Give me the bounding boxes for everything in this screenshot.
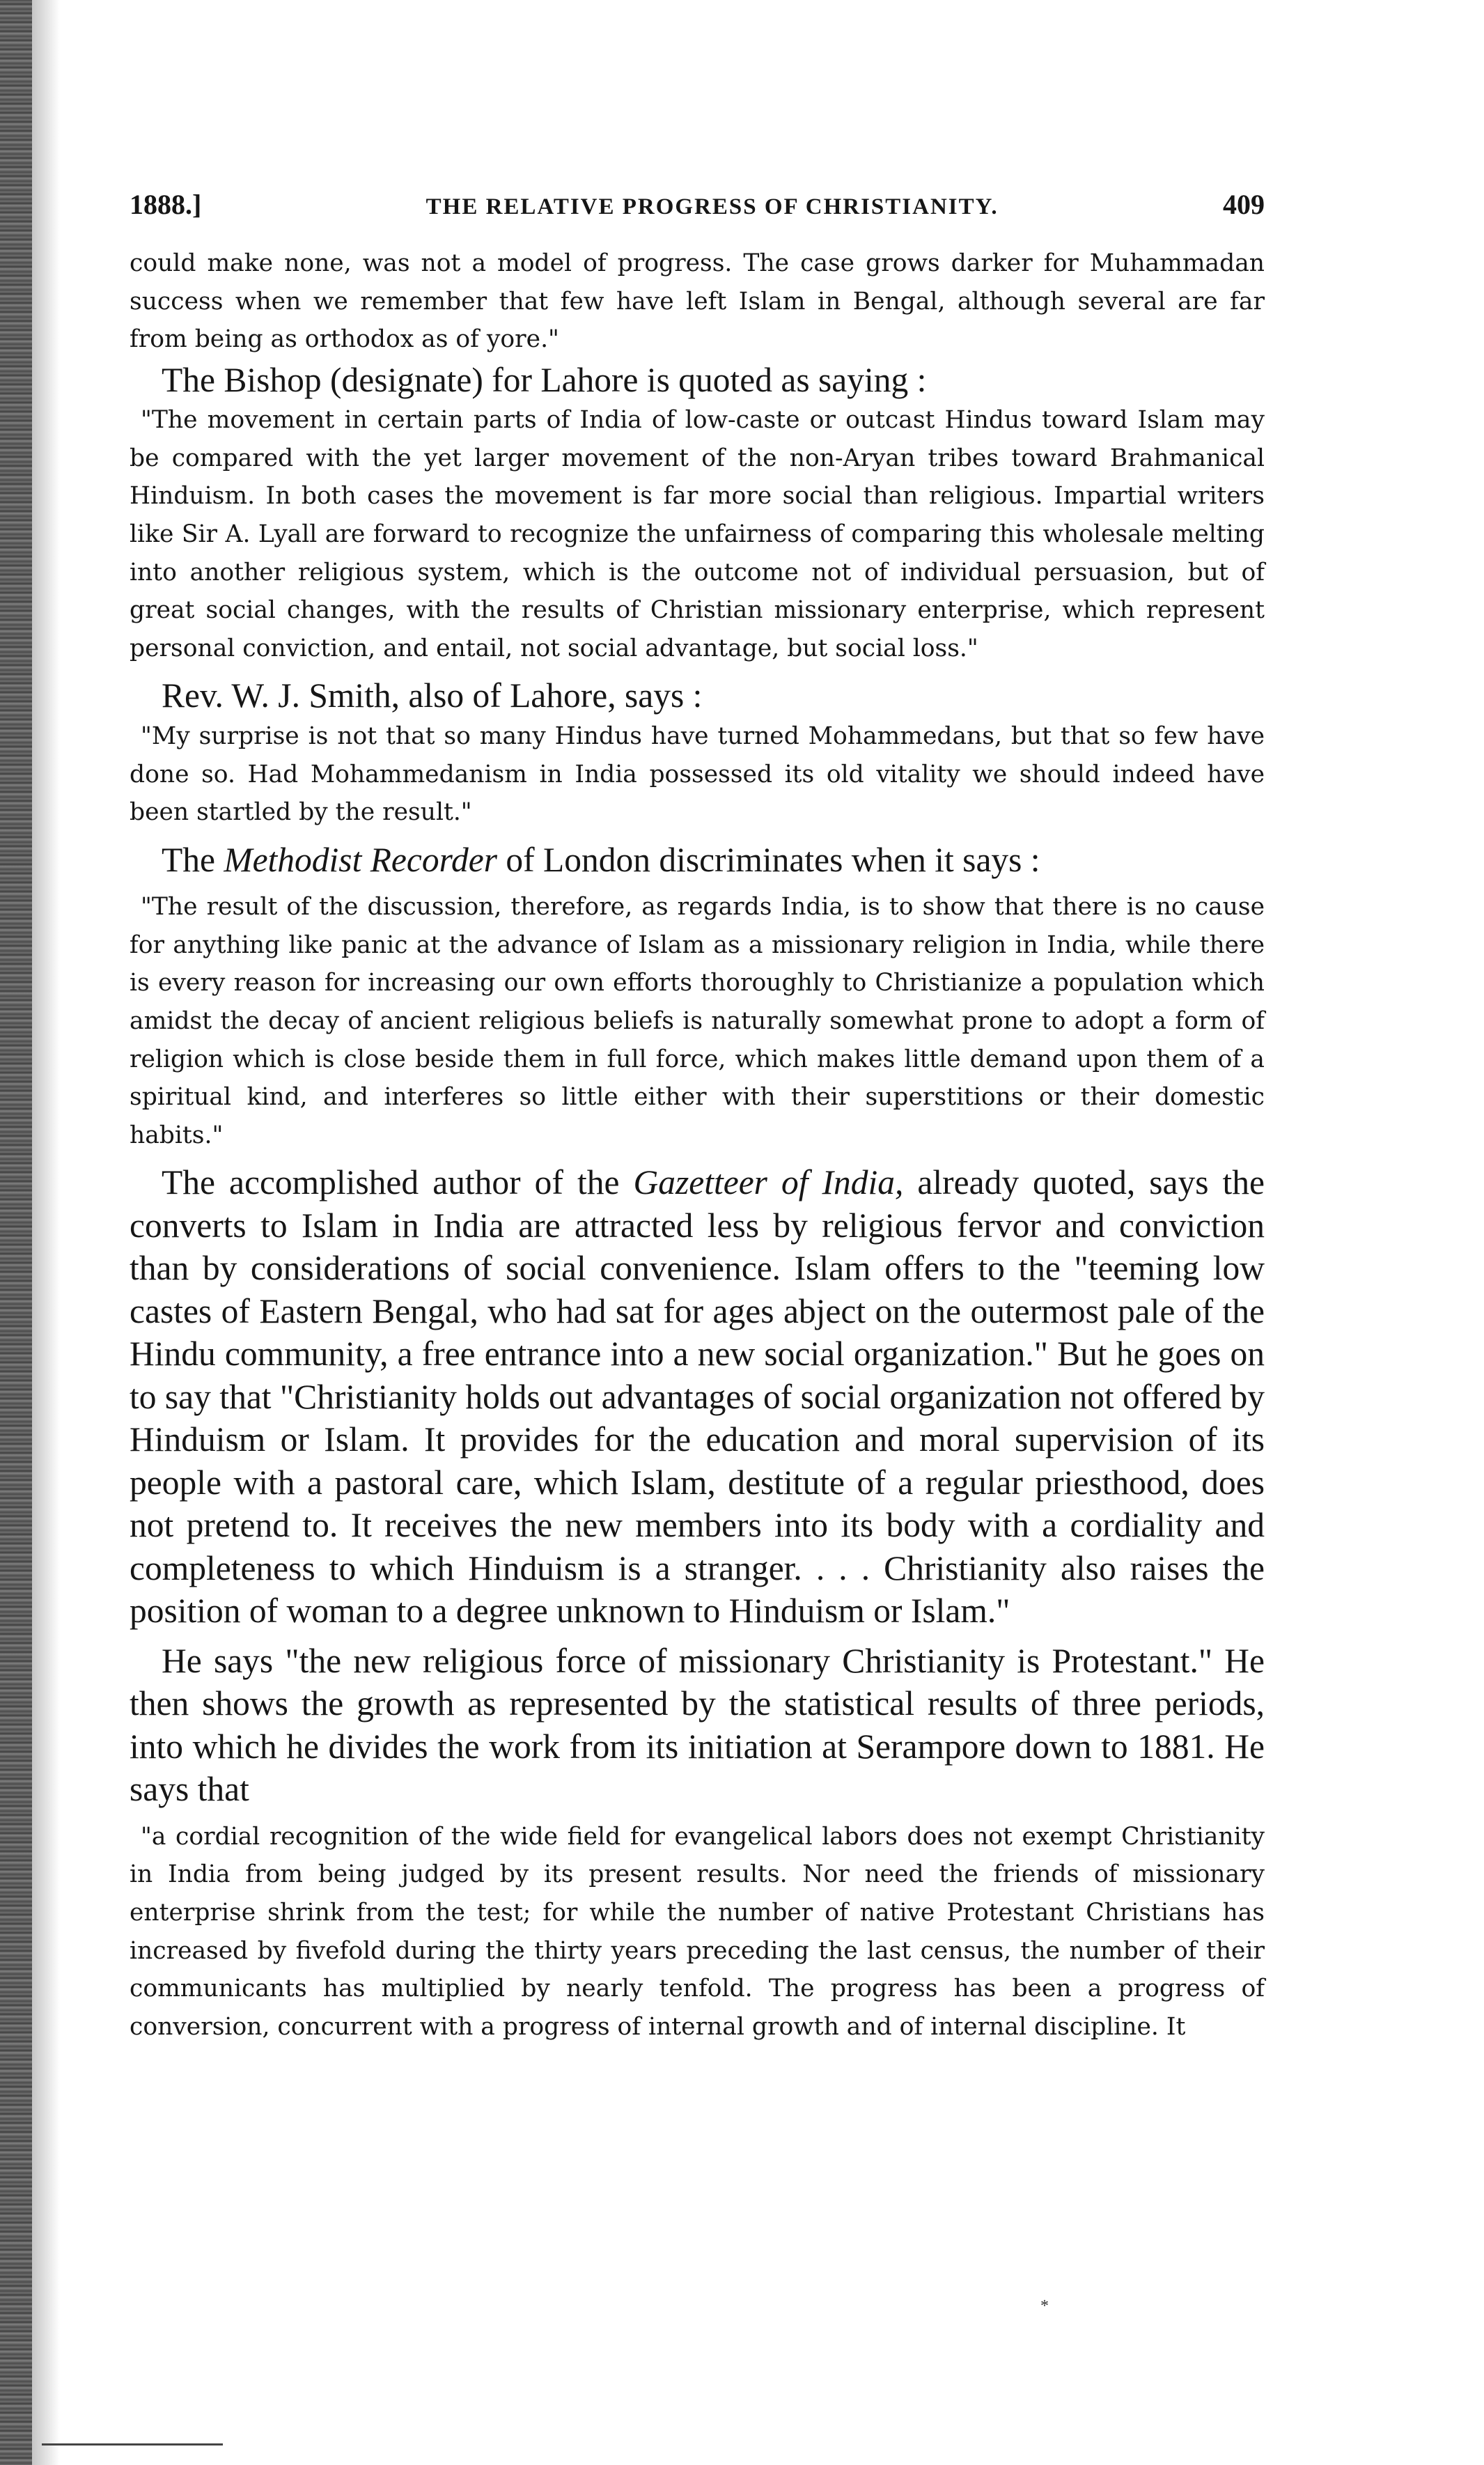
paragraph-gazetteer [130, 1161, 1265, 1633]
quote-census: "a cordial recognition of the wide field for evangelical labors does not exempt Christianity in India from being judged by its present results. Nor need the friends of missionary enterprise shrink from the test; for while the number of native Protestant Christians has increased by fivefold during the thirty years preceding the last census, the number of their communicants has multiplied by nearly tenfold. The progress has been a progress of conversion, concurrent with a progress of internal growth and of internal discipline. It [130, 1822, 1265, 2041]
page-body [130, 188, 1265, 2046]
gazetteer-post: already quoted, says the converts to Islam in India are attracted less by religious fervor and conviction than by considerations of social convenience. Islam offers to the "teeming low castes of Eastern Bengal, who had sat for ages abject on the outermost pale of the Hindu community, a free entrance into a new social organization." But he goes on to say that "Christianity holds out advantages of social organization not offered by Hinduism or Islam. It provides for the education and moral supervision of its people with a pastoral care, which Islam, destitute of a regular priesthood, does not pretend to. It receives the new members into its body with a cordiality and completeness to which Hinduism is a stranger. . . . Christianity also raises the position of woman to a degree unknown to Hinduism or Islam." [130, 1163, 1265, 1631]
bottom-page-edge [42, 2443, 223, 2445]
gazetteer-pre: The accomplished author of the [162, 1163, 634, 1202]
paragraph-recorder-intro [130, 839, 1265, 882]
running-title: THE RELATIVE PROGRESS OF CHRISTIANITY. [425, 194, 999, 219]
recorder-title-italic: Methodist Recorder [224, 840, 498, 879]
footer-mark: * [1040, 2297, 1049, 2315]
running-header [130, 188, 1265, 221]
book-spine-shadow [0, 0, 32, 2465]
quote-smith: "My surprise is not that so many Hindus have turned Mohammedans, but that so few have done so. Had Mohammedanism in India possessed its old vitality we should indeed have been startled by the result." [130, 722, 1265, 827]
recorder-intro-post: of London discriminates when it says : [497, 840, 1040, 879]
gutter-shadow [32, 0, 60, 2465]
page-number: 409 [1223, 189, 1265, 220]
paragraph-smith-intro: Rev. W. J. Smith, also of Lahore, says : [162, 676, 703, 715]
quote-bishop: "The movement in certain parts of India of low-caste or outcast Hindus toward Islam may be compared with the yet larger movement of the non-Aryan tribes toward Brahmanical Hinduism. In both cases the movement is far more social than religious. Impartial writers like Sir A. Lyall are forward to recognize the unfairness of comparing this wholesale melting into another religious system, which is the outcome not of individual persuasion, but of great social changes, with the results of Christian missionary enterprise, which represent personal conviction, and entail, not social advantage, but social loss." [130, 406, 1265, 662]
paragraph-bishop-intro: The Bishop (designate) for Lahore is quoted as saying : [162, 360, 927, 399]
gazetteer-title-italic: Gazetteer of India, [633, 1163, 904, 1202]
recorder-intro-pre: The [162, 840, 224, 879]
paragraph-continuation: could make none, was not a model of progress. The case grows darker for Muhammadan success when we remember that few have left Islam in Bengal, although several are far from being as orthodox as of yore." [130, 249, 1265, 354]
paragraph-protestant: He says "the new religious force of missionary Christianity is Protestant." He then shows the growth as represented by the statistical results of three periods, into which he divides the work from its initiation at Serampore down to 1881. He says that [130, 1641, 1265, 1809]
header-year: 1888.] [130, 189, 202, 220]
quote-recorder: "The result of the discussion, therefore, as regards India, is to show that there is no cause for anything like panic at the advance of Islam as a missionary religion in India, while there is every reason for increasing our own efforts thoroughly to Christianize a population which amidst the decay of ancient religious beliefs is naturally somewhat prone to adopt a form of religion which is close beside them in full force, which makes little demand upon them of a spiritual kind, and interferes so little either with their superstitions or their domestic habits." [130, 893, 1265, 1149]
